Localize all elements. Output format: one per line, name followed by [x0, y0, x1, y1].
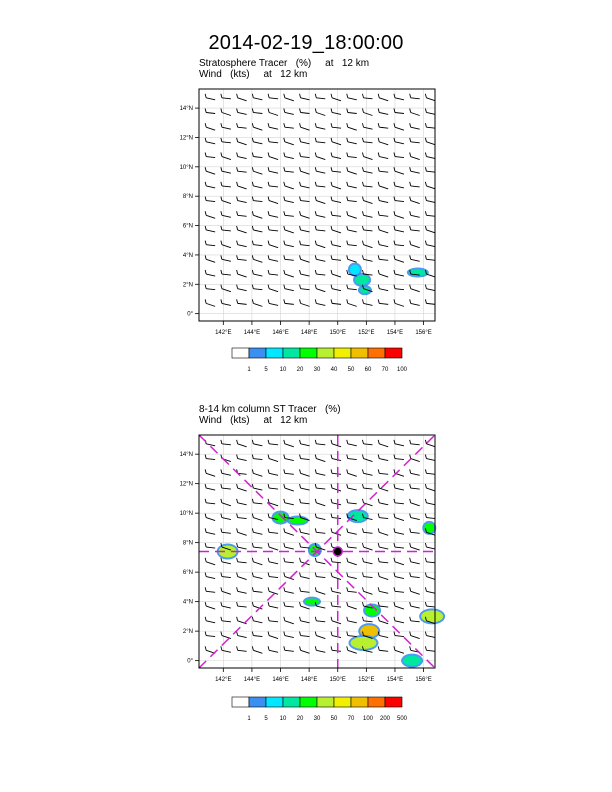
- colorbar-label: 50: [347, 367, 355, 373]
- tracer-contour: [305, 599, 319, 605]
- x-tick-label: 146°E: [272, 677, 289, 683]
- x-tick-label: 144°E: [243, 330, 261, 336]
- y-tick-label: 8°N: [182, 540, 193, 547]
- colorbar-label: 50: [330, 716, 338, 722]
- colorbar-label: 100: [396, 367, 408, 373]
- colorbar-label: 1: [247, 367, 251, 373]
- colorbar-2: [232, 697, 408, 722]
- colorbar-swatch: [266, 697, 283, 707]
- colorbar-swatch: [368, 697, 385, 707]
- x-tick-label: 156°E: [415, 677, 432, 683]
- y-tick-label: 8°N: [182, 194, 193, 201]
- panel1-title: Stratosphere Tracer (%) at 12 km: [199, 58, 370, 69]
- colorbar-swatch: [385, 697, 402, 707]
- chart-panel-1: [180, 89, 436, 373]
- colorbar-label: 60: [364, 367, 372, 373]
- colorbar-swatch: [351, 348, 368, 358]
- colorbar-swatch: [300, 697, 317, 707]
- colorbar-swatch: [283, 697, 300, 707]
- colorbar-label: 5: [264, 367, 268, 373]
- colorbar-label: 10: [279, 367, 287, 373]
- tracer-contour: [355, 275, 369, 285]
- colorbar-swatch: [249, 348, 266, 358]
- x-tick-label: 148°E: [300, 677, 318, 683]
- plot-area: [199, 89, 435, 321]
- colorbar-swatch: [317, 348, 334, 358]
- x-tick-label: 154°E: [386, 677, 404, 683]
- tracer-contour: [350, 637, 376, 649]
- y-tick-label: 10°N: [179, 511, 193, 518]
- tracer-contour: [421, 610, 443, 622]
- colorbar-label: 100: [362, 716, 374, 722]
- tracer-contour-core: [365, 628, 373, 633]
- y-tick-label: 4°N: [182, 252, 193, 259]
- colorbar-label: 200: [379, 716, 391, 722]
- colorbar-label: 10: [279, 716, 287, 722]
- y-tick-label: 14°N: [179, 452, 193, 459]
- x-tick-label: 148°E: [300, 330, 318, 336]
- colorbar-label: 70: [381, 367, 389, 373]
- y-tick-label: 6°N: [182, 570, 193, 577]
- y-tick-label: 2°N: [182, 282, 193, 289]
- x-tick-label: 146°E: [272, 330, 289, 336]
- colorbar-label: 1: [247, 716, 251, 722]
- colorbar-swatch: [283, 348, 300, 358]
- tracer-contour: [349, 511, 367, 521]
- colorbar-swatch: [266, 348, 283, 358]
- panel1-subtitle: Wind (kts) at 12 km: [199, 69, 308, 80]
- x-tick-label: 142°E: [215, 330, 232, 336]
- x-tick-label: 152°E: [358, 677, 375, 683]
- panel2-subtitle: Wind (kts) at 12 km: [199, 415, 308, 426]
- colorbar-label: 30: [313, 367, 321, 373]
- y-tick-label: 14°N: [179, 106, 193, 113]
- y-tick-label: 10°N: [179, 164, 193, 171]
- x-tick-label: 142°E: [215, 677, 232, 683]
- colorbar-1: [232, 348, 408, 373]
- x-tick-label: 156°E: [415, 330, 432, 336]
- colorbar-label: 20: [296, 716, 304, 722]
- y-tick-label: 6°N: [182, 223, 193, 230]
- colorbar-swatch: [334, 697, 351, 707]
- x-tick-label: 150°E: [329, 330, 346, 336]
- colorbar-label: 70: [347, 716, 355, 722]
- panel2-title: 8-14 km column ST Tracer (%): [199, 404, 341, 415]
- colorbar-swatch: [351, 697, 368, 707]
- colorbar-swatch: [300, 348, 317, 358]
- colorbar-label: 20: [296, 367, 304, 373]
- x-tick-label: 154°E: [386, 330, 404, 336]
- tracer-contour: [403, 656, 421, 666]
- chart-panel-2: [180, 435, 446, 722]
- colorbar-swatch: [368, 348, 385, 358]
- y-tick-label: 4°N: [182, 599, 193, 606]
- colorbar-label: 40: [330, 367, 338, 373]
- y-tick-label: 0°: [187, 311, 193, 318]
- colorbar-swatch: [385, 348, 402, 358]
- x-tick-label: 152°E: [358, 330, 375, 336]
- y-tick-label: 0°: [187, 658, 193, 665]
- y-tick-label: 2°N: [182, 629, 193, 636]
- colorbar-swatch: [249, 697, 266, 707]
- x-tick-label: 150°E: [329, 677, 346, 683]
- tracer-contour: [350, 265, 360, 275]
- colorbar-swatch: [317, 697, 334, 707]
- x-tick-label: 144°E: [243, 677, 261, 683]
- colorbar-swatch: [232, 348, 249, 358]
- y-tick-label: 12°N: [179, 481, 193, 488]
- center-marker: [333, 547, 342, 556]
- colorbar-label: 5: [264, 716, 268, 722]
- y-tick-label: 12°N: [179, 135, 193, 142]
- colorbar-label: 30: [313, 716, 321, 722]
- page-title: 2014-02-19_18:00:00: [208, 32, 404, 54]
- colorbar-swatch: [232, 697, 249, 707]
- colorbar-swatch: [334, 348, 351, 358]
- colorbar-label: 500: [396, 716, 408, 722]
